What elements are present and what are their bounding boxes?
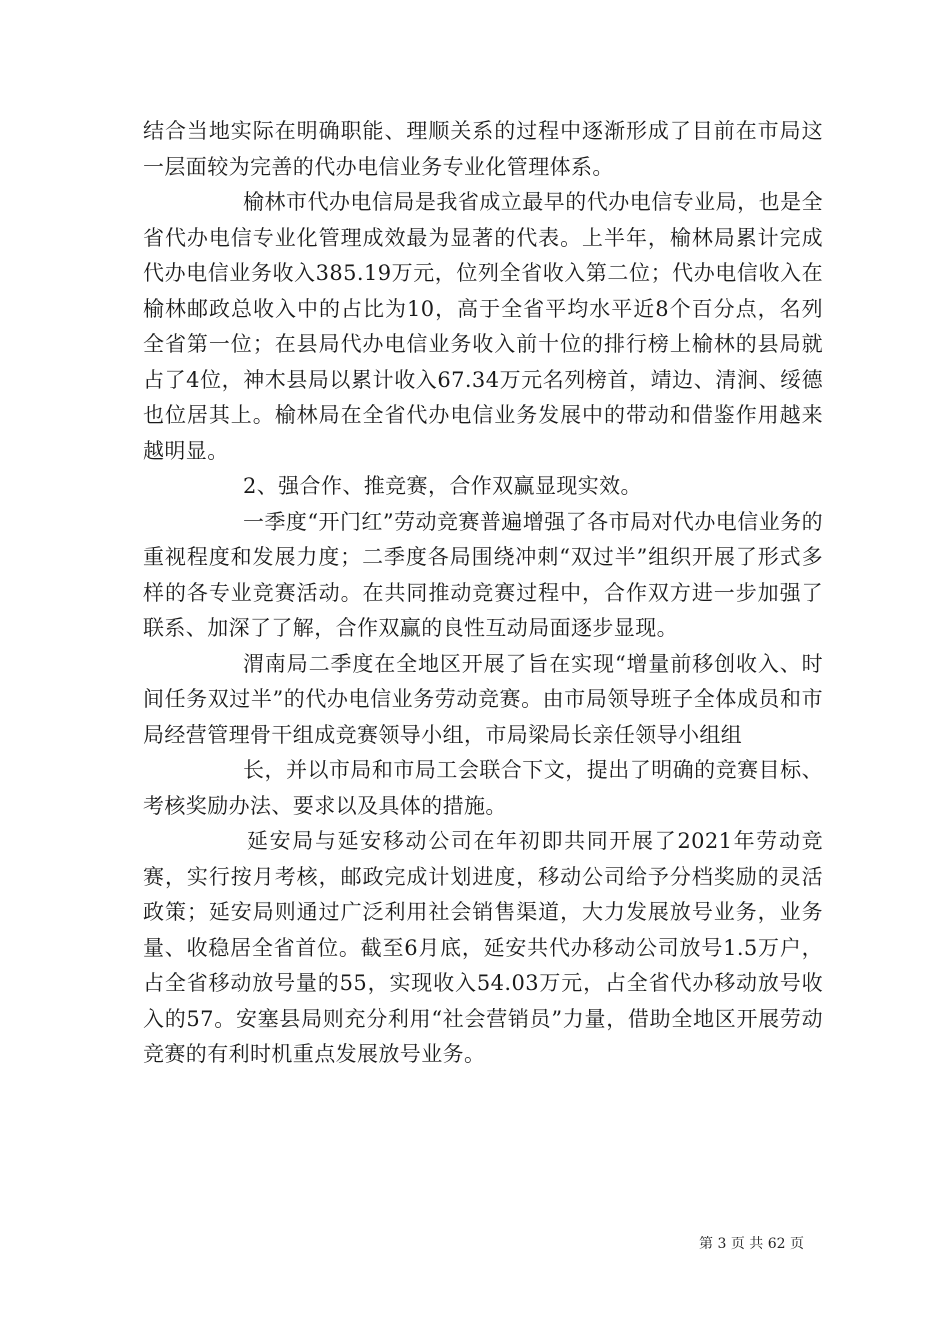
page-number-footer: 第 3 页 共 62 页 bbox=[699, 1236, 804, 1252]
paragraph-yanan: 延安局与延安移动公司在年初即共同开展了2021年劳动竞赛，实行按月考核，邮政完成计划进度，移动公司给予分档奖励的灵活政策；延安局则通过广泛利用社会销售渠道，大力发展放号业务，业务量、收稳居全省首位。截至6月底，延安共代办移动公司放号1.5万户，占全省移动放号量的55，实现收入54.03万元，占全省代办移动放号收入的57。安塞县局则充分利用“社会营销员”力量，借助全地区开展劳动竞赛的有利时机重点发展放号业务。 bbox=[143, 829, 823, 1066]
document-body bbox=[143, 114, 823, 1073]
paragraph-yulin: 榆林市代办电信局是我省成立最早的代办电信专业局，也是全省代办电信专业化管理成效最为显著的代表。上半年，榆林局累计完成代办电信业务收入385.19万元，位列全省收入第二位；代办电信收入在榆林邮政总收入中的占比为10，高于全省平均水平近8个百分点，名列全省第一位；在县局代办电信业务收入前十位的排行榜上榆林的县局就占了4位，神木县局以累计收入67.34万元名列榜首，靖边、清涧、绥德也位居其上。榆林局在全省代办电信业务发展中的带动和借鉴作用越来越明显。 bbox=[143, 190, 823, 463]
paragraph-intro-continuation: 结合当地实际在明确职能、理顺关系的过程中逐渐形成了目前在市局这一层面较为完善的代办电信业务专业化管理体系。 bbox=[143, 119, 823, 179]
paragraph-weinan-continuation: 长，并以市局和市局工会联合下文，提出了明确的竞赛目标、考核奖励办法、要求以及具体的措施。 bbox=[143, 758, 823, 818]
paragraph-competition-overview: 一季度“开门红”劳动竞赛普遍增强了各市局对代办电信业务的重视程度和发展力度；二季度各局围绕冲刺“双过半”组织开展了形式多样的各专业竞赛活动。在共同推动竞赛过程中，合作双方进一步加强了联系、加深了了解，合作双赢的良性互动局面逐步显现。 bbox=[143, 509, 823, 640]
section-heading-cooperation: 2、强合作、推竞赛，合作双赢显现实效。 bbox=[243, 474, 642, 498]
paragraph-weinan: 渭南局二季度在全地区开展了旨在实现“增量前移创收入、时间任务双过半”的代办电信业务劳动竞赛。由市局领导班子全体成员和市局经营管理骨干组成竞赛领导小组，市局梁局长亲任领导小组组 bbox=[143, 651, 823, 747]
